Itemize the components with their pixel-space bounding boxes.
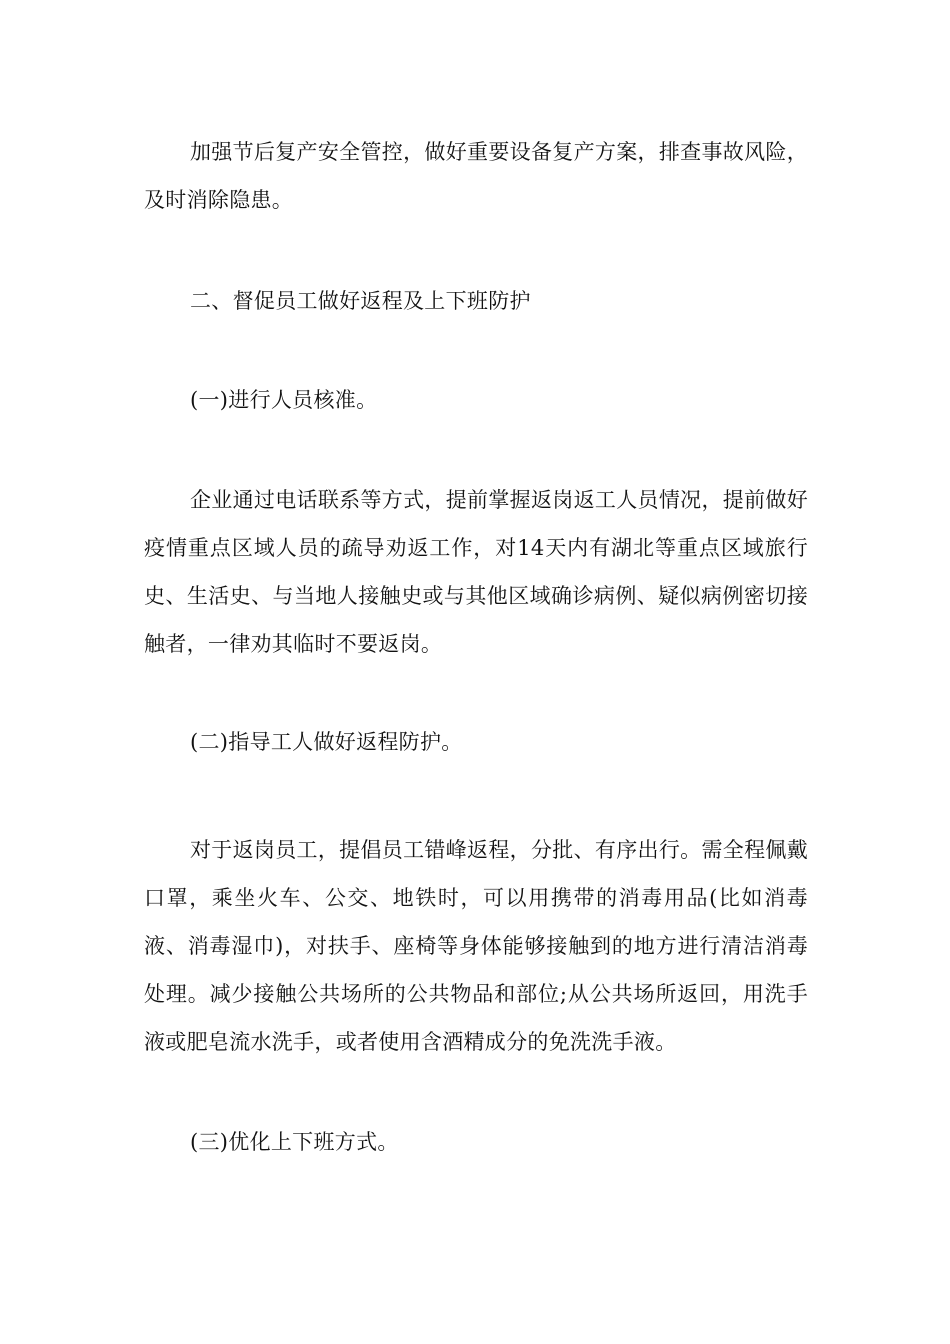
subheading-return-protection: (二)指导工人做好返程防护。 xyxy=(190,730,463,754)
subheading-personnel-verification: (一)进行人员核准。 xyxy=(190,388,378,412)
paragraph-return-protection: 对于返岗员工，提倡员工错峰返程，分批、有序出行。需全程佩戴口罩，乘坐火车、公交、地铁时，可以用携带的消毒用品(比如消毒液、消毒湿巾)，对扶手、座椅等身体能够接触到的地方进行清洁消毒处理。减少接触公共场所的公共物品和部位;从公共场所返回，用洗手液或肥皂流水洗手，或者使用含酒精成分的免洗洗手液。 xyxy=(144,838,808,1054)
document-page xyxy=(144,0,808,1344)
subheading-commute-optimization: (三)优化上下班方式。 xyxy=(190,1130,399,1154)
paragraph-personnel-verification: 企业通过电话联系等方式，提前掌握返岗返工人员情况，提前做好疫情重点区域人员的疏导劝返工作，对14天内有湖北等重点区域旅行史、生活史、与当地人接触史或与其他区域确诊病例、疑似病例密切接触者，一律劝其临时不要返岗。 xyxy=(144,488,808,656)
section-heading-employee-protection: 二、督促员工做好返程及上下班防护 xyxy=(190,289,531,313)
paragraph-safety-control: 加强节后复产安全管控，做好重要设备复产方案，排查事故风险，及时消除隐患。 xyxy=(144,140,808,212)
